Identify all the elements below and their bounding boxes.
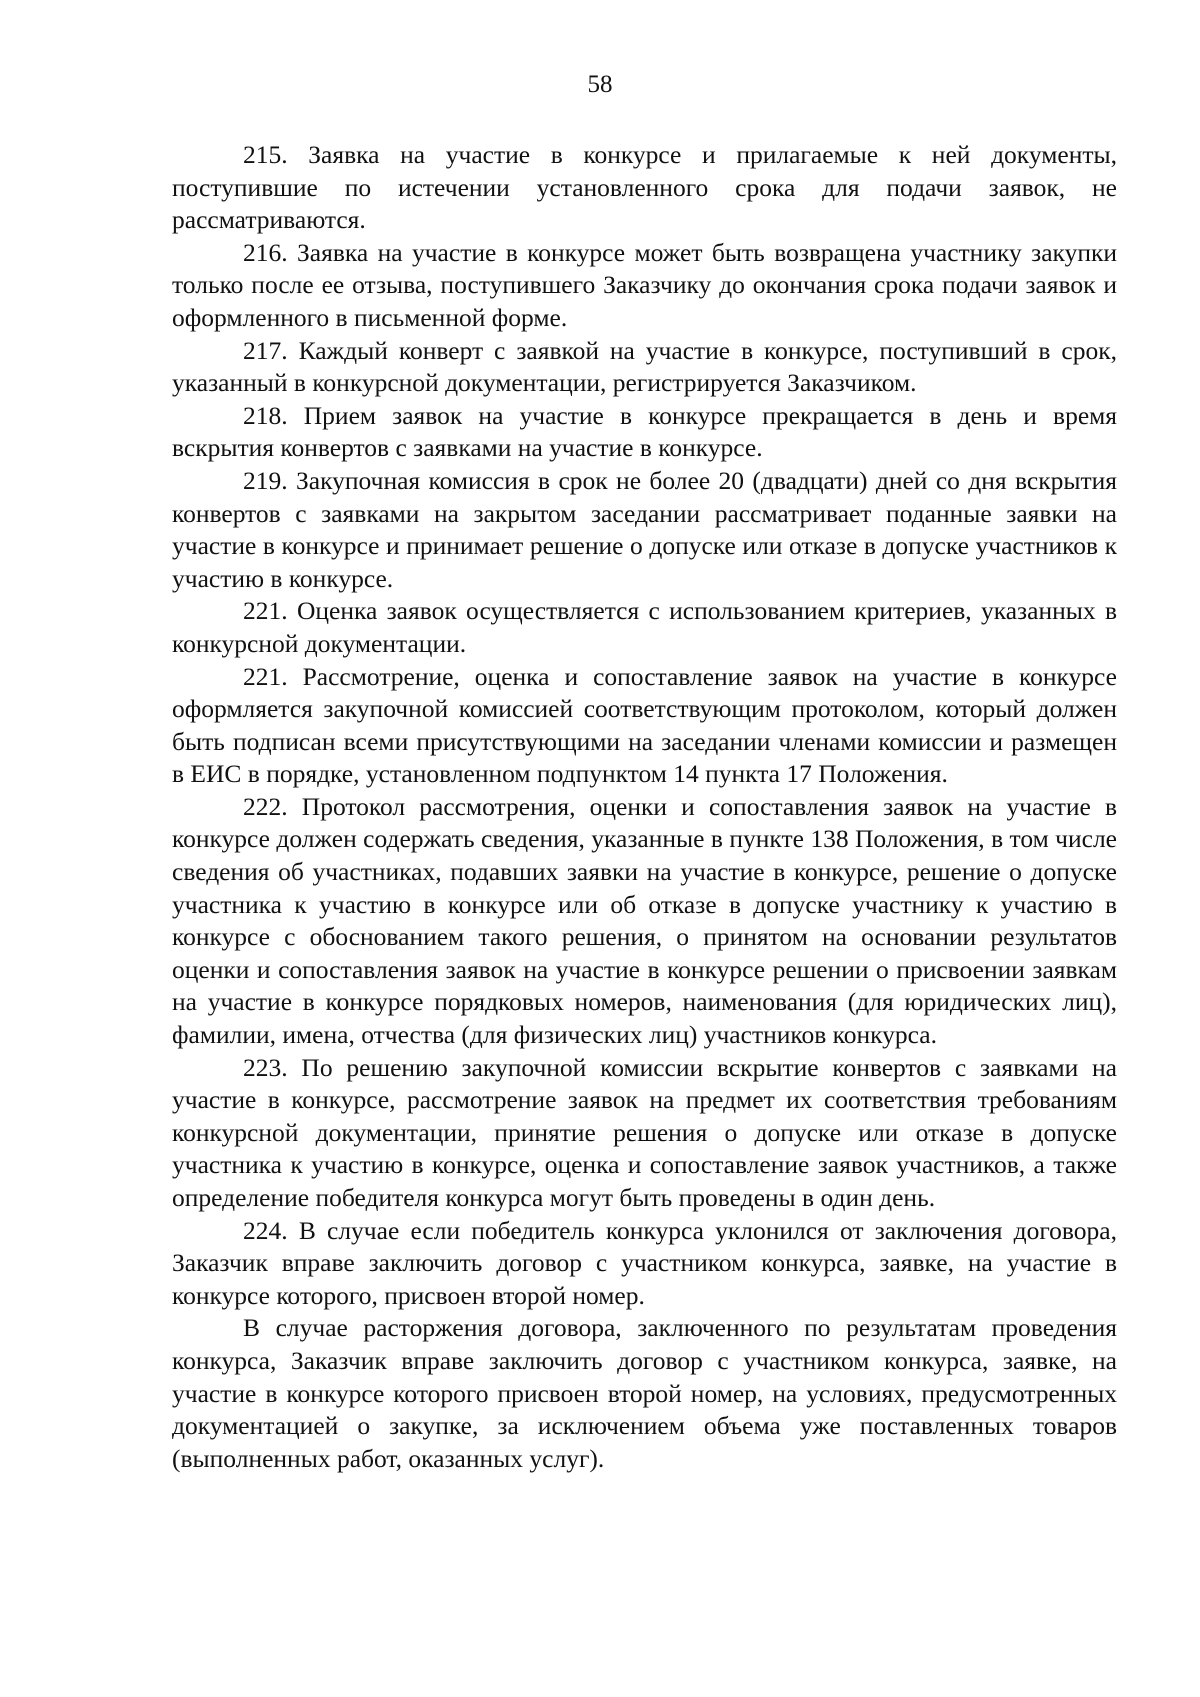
paragraph-222: 222. Протокол рассмотрения, оценки и сопоставления заявок на участие в конкурсе должен содержать сведения, указанные в пункте 138 Положения, в том числе сведения об участниках, подавших заявки на участие в конкурсе, решение о допуске участника к участию в конкурсе или об отказе в допуске участнику к участию в конкурсе с обоснованием такого решения, о принятом на основании результатов оценки и сопоставления заявок на участие в конкурсе решении о присвоении заявкам на участие в конкурсе порядковых номеров, наименования (для юридических лиц), фамилии, имена, отчества (для физических лиц) участников конкурса. [172, 791, 1117, 1050]
document-body [172, 139, 1117, 1475]
paragraph-218: 218. Прием заявок на участие в конкурсе прекращается в день и время вскрытия конвертов с заявками на участие в конкурсе. [172, 400, 1117, 463]
paragraph-216: 216. Заявка на участие в конкурсе может быть возвращена участнику закупки только после ее отзыва, поступившего Заказчику до окончания срока подачи заявок и оформленного в письменной форме. [172, 237, 1117, 332]
paragraph-221-evaluation: 221. Оценка заявок осуществляется с использованием критериев, указанных в конкурсной документации. [172, 596, 1117, 658]
paragraph-223: 223. По решению закупочной комиссии вскрытие конвертов с заявками на участие в конкурсе, рассмотрение заявок на предмет их соответствия требованиям конкурсной документации, принятие решения о допуске или отказе в допуске участника к участию в конкурсе, оценка и сопоставление заявок участников, а также определение победителя конкурса могут быть проведены в один день. [172, 1052, 1117, 1212]
paragraph-217: 217. Каждый конверт с заявкой на участие в конкурсе, поступивший в срок, указанный в конкурсной документации, регистрируется Заказчиком. [172, 335, 1117, 398]
paragraph-224-continuation: В случае расторжения договора, заключенного по результатам проведения конкурса, Заказчик вправе заключить договор с участником конкурса, заявке, на участие в конкурсе которого присвоен второй номер, на условиях, предусмотренных документацией о закупке, за исключением объема уже поставленных товаров (выполненных работ, оказанных услуг). [172, 1313, 1117, 1473]
paragraph-221-review: 221. Рассмотрение, оценка и сопоставление заявок на участие в конкурсе оформляется закупочной комиссией соответствующим протоколом, который должен быть подписан всеми присутствующими на заседании членами комиссии и размещен в ЕИС в порядке, установленном подпунктом 14 пункта 17 Положения. [172, 661, 1117, 789]
paragraph-224: 224. В случае если победитель конкурса уклонился от заключения договора, Заказчик вправе заключить договор с участником конкурса, заявке, на участие в конкурсе которого, присвоен второй номер. [172, 1215, 1117, 1310]
page-number: 58 [587, 71, 613, 98]
paragraph-215: 215. Заявка на участие в конкурсе и прилагаемые к ней документы, поступившие по истечении установленного срока для подачи заявок, не рассматриваются. [172, 140, 1117, 235]
paragraph-219: 219. Закупочная комиссия в срок не более 20 (двадцати) дней со дня вскрытия конвертов с заявками на закрытом заседании рассматривает поданные заявки на участие в конкурсе и принимает решение о допуске или отказе в допуске участников к участию в конкурсе. [172, 465, 1117, 593]
